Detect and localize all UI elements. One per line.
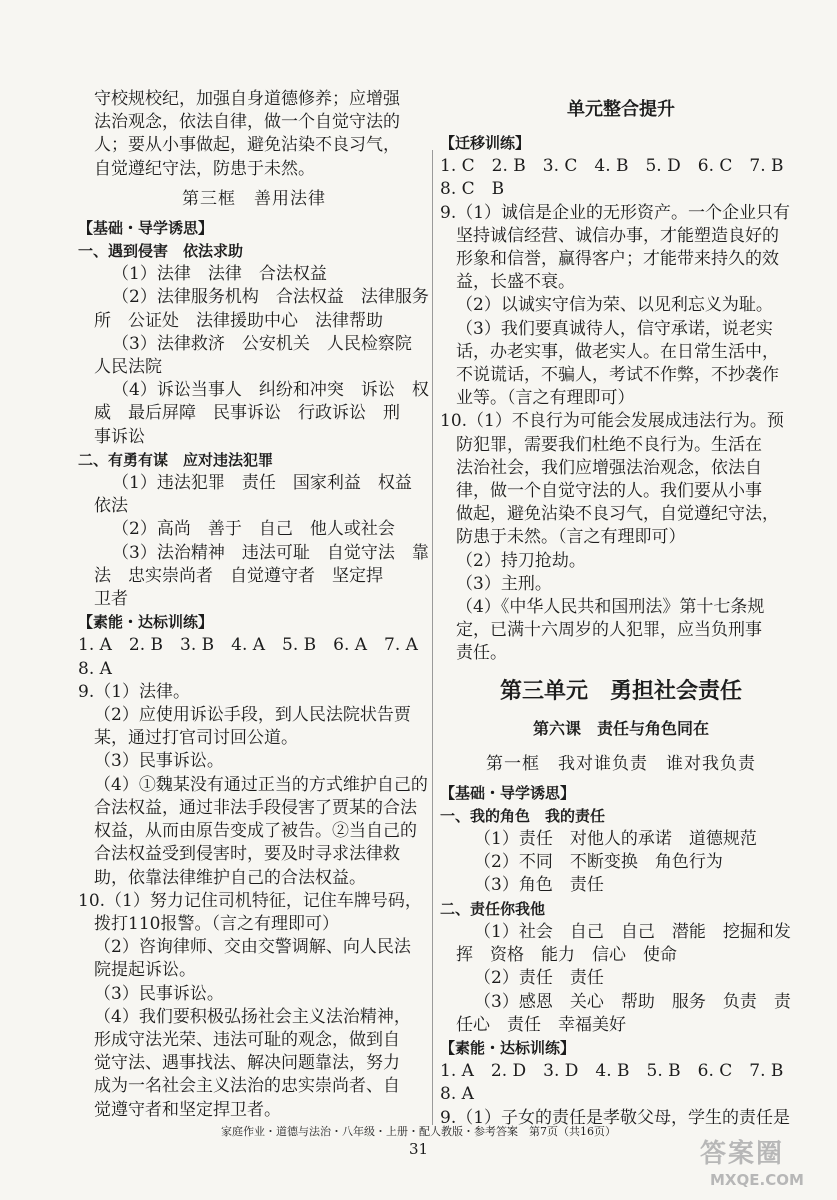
text-line: 觉守法、遇事找法、解决问题靠法，努力 bbox=[94, 1053, 400, 1074]
text-line: 话，办老实事，做老实人。在日常生活中， bbox=[456, 341, 779, 362]
frame-heading: 第三框 善用法律 bbox=[182, 188, 326, 209]
text-line: 合法权益，通过非法手段侵害了贾某的合法 bbox=[94, 797, 417, 818]
text-line: （3）感恩 关心 帮助 服务 负责 责 bbox=[474, 991, 791, 1012]
text-line: （2）应使用诉讼手段，到人民法院状告贾 bbox=[94, 705, 411, 726]
text-line: 人民法院 bbox=[94, 357, 162, 378]
text-line: （4）①魏某没有通过正当的方式维护自己的 bbox=[94, 774, 428, 795]
text-line: 威 最后屏障 民事诉讼 行政诉讼 刑 bbox=[94, 403, 400, 424]
text-line: 8. A bbox=[440, 1084, 474, 1105]
text-line: 形成守法光荣、违法可耻的观念，做到自 bbox=[94, 1029, 400, 1050]
text-line: 9.（1）法律。 bbox=[78, 681, 191, 702]
text-line: （2）责任 责任 bbox=[474, 968, 604, 989]
text-line: （1）社会 自己 自己 潜能 挖掘和发 bbox=[474, 921, 791, 942]
text-line: 挥 资格 能力 信心 使命 bbox=[456, 945, 677, 966]
section-heading: 【素能・达标训练】 bbox=[78, 613, 214, 632]
right-column-bottom bbox=[440, 782, 802, 1130]
text-line: 1. C 2. B 3. C 4. B 5. D 6. C 7. B bbox=[440, 156, 784, 177]
section-heading: 二、责任你我他 bbox=[440, 899, 546, 918]
text-line: （3）角色 责任 bbox=[474, 875, 604, 896]
text-line: 防患于未然。（言之有理即可） bbox=[456, 527, 686, 548]
section-heading: 【基础・导学诱思】 bbox=[440, 783, 576, 802]
text-line: 9.（1）诚信是企业的无形资产。一个企业只有 bbox=[440, 202, 791, 223]
section-heading: 【迁移训练】 bbox=[440, 134, 531, 152]
text-line: 事诉讼 bbox=[94, 426, 145, 447]
text-line: 守校规校纪，加强自身道德修养；应增强 bbox=[94, 89, 400, 109]
section-title: 单元整合提升 bbox=[567, 99, 675, 120]
text-line: （3）主刑。 bbox=[456, 573, 552, 594]
text-line: 防犯罪，需要我们杜绝不良行为。生活在 bbox=[456, 434, 762, 455]
text-line: 自觉遵纪守法，防患于未然。 bbox=[94, 158, 315, 179]
text-line: （2）高尚 善于 自己 他人或社会 bbox=[112, 519, 395, 540]
text-line: 任心 责任 幸福美好 bbox=[456, 1014, 626, 1035]
text-line: 定，已满十六周岁的人犯罪，应当负刑事 bbox=[456, 620, 762, 641]
text-line: 益，长盛不衰。 bbox=[456, 272, 575, 293]
text-line: （2）不同 不断变换 角色行为 bbox=[474, 852, 723, 873]
text-line: （2）法律服务机构 合法权益 法律服务 bbox=[112, 287, 429, 308]
text-line: 依法 bbox=[94, 496, 128, 517]
text-line: 合法权益受到侵害时，要及时寻求法律救 bbox=[94, 844, 400, 865]
text-line: （4）我们要积极弘扬社会主义法治精神， bbox=[94, 1006, 411, 1027]
text-line: 法治观念，依法自律，做一个自觉守法的 bbox=[94, 112, 400, 133]
text-line: 形象和信誉，赢得客户；才能带来持久的效 bbox=[456, 249, 779, 270]
text-line: 做起，避免沾染不良习气，自觉遵纪守法， bbox=[456, 504, 779, 525]
column-divider bbox=[432, 150, 433, 1125]
text-line: 法治社会，我们应增强法治观念，依法自 bbox=[456, 457, 762, 478]
text-line: （3）法律救济 公安机关 人民检察院 bbox=[112, 333, 412, 354]
lesson-title: 第六课 责任与角色同在 bbox=[532, 718, 709, 738]
text-line: 律，做一个自觉守法的人。我们要从小事 bbox=[456, 481, 762, 502]
text-line: 9.（1）子女的责任是孝敬父母，学生的责任是 bbox=[440, 1107, 791, 1128]
right-column-top bbox=[440, 88, 802, 666]
text-line: 拨打110报警。（言之有理即可） bbox=[94, 913, 339, 934]
section-heading: 【素能・达标训练】 bbox=[440, 1038, 576, 1057]
text-line: （2）咨询律师、交由交警调解、向人民法 bbox=[94, 937, 411, 958]
text-line: （3）民事诉讼。 bbox=[94, 983, 224, 1004]
section-heading: 【基础・导学诱思】 bbox=[78, 218, 214, 237]
text-line: 业等。（言之有理即可） bbox=[456, 388, 635, 409]
text-line: （2）以诚实守信为荣、以见利忘义为耻。 bbox=[456, 295, 773, 316]
text-line: 某，通过打官司讨回公道。 bbox=[94, 728, 298, 749]
text-line: 人；要从小事做起，避免沾染不良习气， bbox=[94, 135, 400, 156]
text-line: 院提起诉讼。 bbox=[94, 960, 196, 981]
text-line: 觉遵守者和坚定捍卫者。 bbox=[94, 1099, 281, 1120]
text-line: （1）法律 法律 合法权益 bbox=[112, 264, 327, 285]
text-line: 1. A 2. D 3. D 4. B 5. B 6. C 7. B bbox=[440, 1061, 784, 1082]
unit-title: 第三单元 勇担社会责任 bbox=[499, 678, 742, 704]
text-line: 不说谎话，不骗人，考试不作弊，不抄袭作 bbox=[456, 365, 779, 386]
text-line: 8. A bbox=[78, 658, 112, 679]
text-line: 10.（1）不良行为可能会发展成违法行为。预 bbox=[440, 411, 784, 432]
text-line: 1. A 2. B 3. B 4. A 5. B 6. A 7. A bbox=[78, 635, 418, 656]
text-line: 坚持诚信经营、诚信办事，才能塑造良好的 bbox=[456, 225, 779, 246]
watermark-line1: 答案圈 bbox=[700, 1139, 785, 1169]
page-number: 31 bbox=[408, 1140, 429, 1158]
text-line: （4）《中华人民共和国刑法》第十七条规 bbox=[456, 597, 765, 618]
section-heading: 一、我的角色 我的责任 bbox=[440, 806, 606, 825]
section-heading: 二、有勇有谋 应对违法犯罪 bbox=[78, 450, 274, 469]
text-line: （4）诉讼当事人 纠纷和冲突 诉讼 权 bbox=[112, 380, 429, 401]
text-line: 责任。 bbox=[456, 643, 507, 664]
text-line: （2）持刀抢劫。 bbox=[456, 550, 586, 571]
text-line: 法 忠实崇尚者 自觉遵守者 坚定捍 bbox=[94, 565, 383, 586]
left-column bbox=[78, 88, 430, 1122]
text-line: （3）民事诉讼。 bbox=[94, 751, 224, 772]
text-line: 权益，从而由原告变成了被告。②当自己的 bbox=[94, 821, 417, 842]
text-line: （1）违法犯罪 责任 国家利益 权益 bbox=[112, 473, 412, 494]
section-heading: 一、遇到侵害 依法求助 bbox=[78, 242, 244, 261]
watermark-line2: MXQE.COM bbox=[710, 1171, 804, 1189]
text-line: 助，依靠法律维护自己的合法权益。 bbox=[94, 867, 366, 888]
page-footer: 家庭作业・道德与法治・八年级・上册・配人教版・参考答案 第7页（共16页） bbox=[221, 1125, 616, 1138]
text-line: （3）法治精神 违法可耻 自觉守法 靠 bbox=[112, 542, 429, 563]
text-line: 10.（1）努力记住司机特征，记住车牌号码， bbox=[78, 890, 422, 911]
text-line: 8. C B bbox=[440, 179, 505, 200]
text-line: （1）责任 对他人的承诺 道德规范 bbox=[474, 829, 757, 850]
text-line: （3）我们要真诚待人，信守承诺，说老实 bbox=[456, 318, 773, 339]
right-column bbox=[440, 88, 802, 1130]
text-line: 卫者 bbox=[94, 589, 128, 610]
watermark-logo bbox=[700, 1138, 830, 1196]
text-line: 所 公证处 法律援助中心 法律帮助 bbox=[94, 310, 383, 331]
frame-title: 第一框 我对谁负责 谁对我负责 bbox=[486, 753, 756, 774]
text-line: 成为一名社会主义法治的忠实崇尚者、自 bbox=[94, 1076, 400, 1097]
